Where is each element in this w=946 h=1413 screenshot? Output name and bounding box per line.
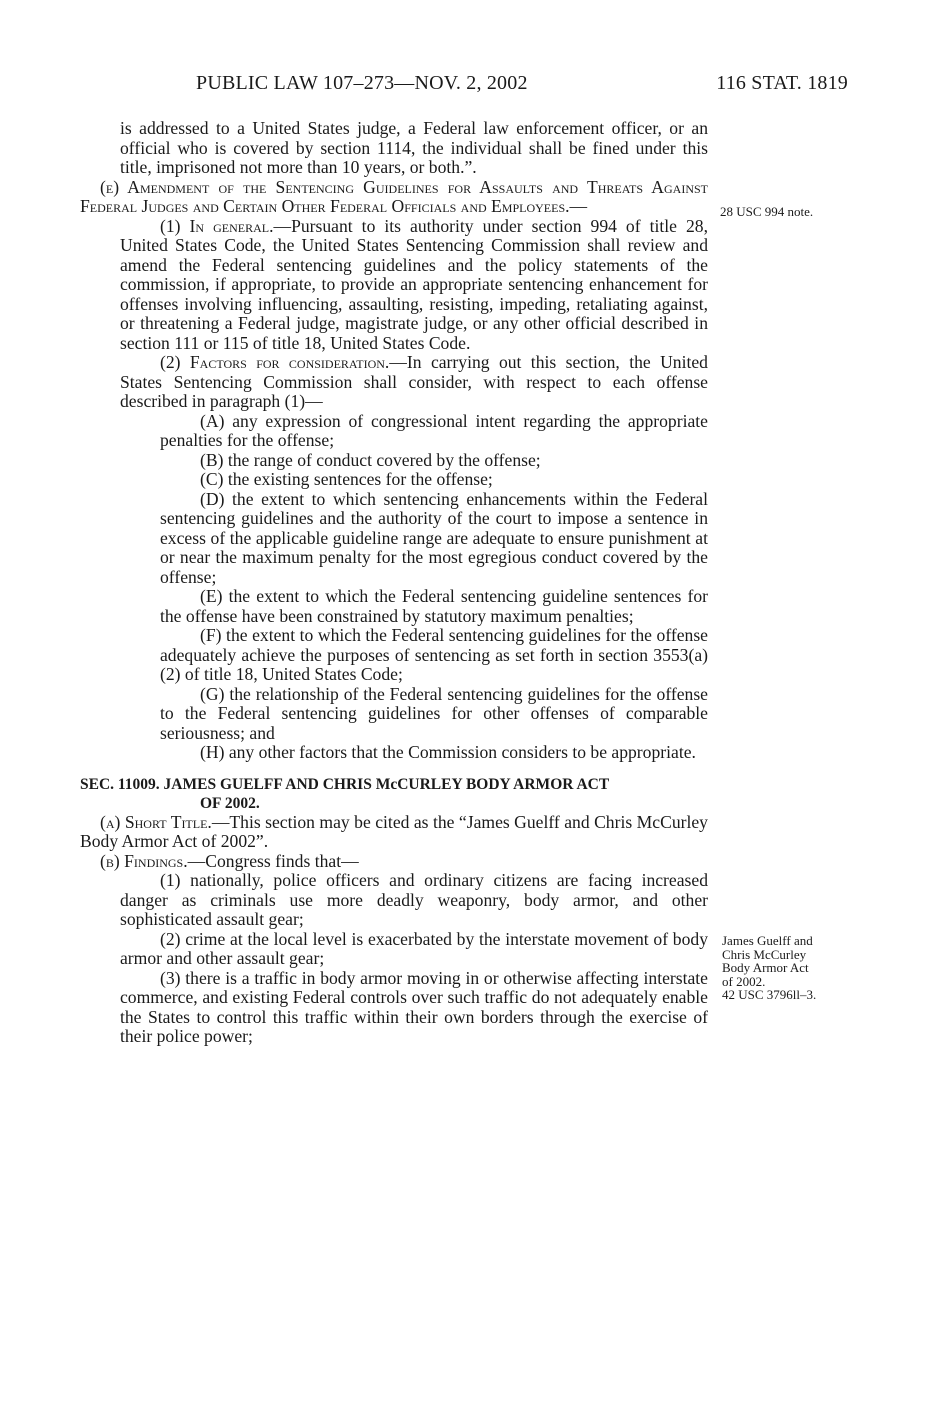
section-11009-heading xyxy=(80,775,708,813)
subsection-e-heading: (e) Amendment of the Sentencing Guidelines for Assaults and Threats Against Federal Judges and Certain Other Federal Officials and Employees.— xyxy=(80,176,708,216)
clause-d: (D) the extent to which sentencing enhancements within the Federal sentencing guidelines and the authority of the court to impose a sentence in excess of the applicable guideline range are adequate to ensure punishment at or near the maximum penalty for the most egregious conduct covered by the offense; xyxy=(160,488,708,587)
margin-note-28-usc: 28 USC 994 note. xyxy=(720,204,814,219)
paragraph-e1-text: Pursuant to its authority under section 994 of title 28, United States Code, the United States Sentencing Commission shall review and amend the Federal sentencing guidelines and the policy statements of the commission, if appropriate, to provide an appropriate sentencing enhancement for offenses involving influencing, assaulting, resisting, impeding, retaliating against, or threatening a Federal judge, magistrate judge, or any other official described in section 111 or 115 of title 18, United States Code. xyxy=(120,215,708,353)
clause-e: (E) the extent to which the Federal sentencing guideline sentences for the offense have been constrained by statutory maximum penalties; xyxy=(160,586,708,626)
margin-note-line: Chris McCurley xyxy=(722,946,807,962)
clause-b: (B) the range of conduct covered by the offense; xyxy=(200,449,541,470)
subsection-a-short-title xyxy=(80,813,708,852)
margin-note-line: Body Armor Act xyxy=(722,960,809,975)
finding-2: (2) crime at the local level is exacerbated by the interstate movement of body armor and other assault gear; xyxy=(120,928,708,968)
clause-g: (G) the relationship of the Federal sentencing guidelines for the offense to the Federal sentencing guidelines for other offenses of comparable seriousness; and xyxy=(160,683,708,743)
subsection-a-text: This section may be cited as the “James Guelff and Chris McCurley Body Armor Act of 2002”. xyxy=(80,811,708,851)
finding-3: (3) there is a traffic in body armor moving in or otherwise affecting interstate commerce, and existing Federal controls over such traffic do not adequately enable the States to control this traffic within their own borders through the exercise of their police power; xyxy=(120,967,708,1046)
paragraph-e2 xyxy=(80,353,708,412)
paragraph-e1 xyxy=(80,217,708,354)
clause-h: (H) any other factors that the Commission considers to be appropriate. xyxy=(200,742,696,762)
clause-f: (F) the extent to which the Federal sentencing guidelines for the offense adequately achieve the purposes of sentencing as set forth in section 3553(a)(2) of title 18, United States Code; xyxy=(160,625,708,684)
clause-a: (A) any expression of congressional intent regarding the appropriate penalties for the offense; xyxy=(160,410,708,450)
finding-1: (1) nationally, police officers and ordinary citizens are facing increased danger as criminals use more deadly weaponry, body armor, and other sophisticated assault gear; xyxy=(120,870,708,929)
subsection-a-heading: (a) Short Title.— xyxy=(100,811,230,832)
paragraph-e2-heading: (2) Factors for consideration.— xyxy=(160,352,407,372)
public-law-title: PUBLIC LAW 107–273—NOV. 2, 2002 xyxy=(196,72,528,94)
section-heading-line2: OF 2002. xyxy=(200,794,260,812)
section-heading-line1: SEC. 11009. JAMES GUELFF AND CHRIS McCURLEY BODY ARMOR ACT xyxy=(80,775,610,793)
paragraph-e1-heading: (1) In general.— xyxy=(160,215,292,236)
paragraph-continuation: is addressed to a United States judge, a Federal law enforcement officer, or an official who is covered by section 1114, the individual shall be fined under this title, imprisoned not more than 10 years, or both.”. xyxy=(120,118,708,177)
margin-note-body-armor-act xyxy=(722,934,862,1002)
margin-note-line: 42 USC 3796ll–3. xyxy=(722,987,817,1002)
margin-note-line: of 2002. xyxy=(722,973,766,989)
clause-c: (C) the existing sentences for the offense; xyxy=(200,469,493,489)
subsection-b-text: Congress finds that— xyxy=(205,850,359,871)
subsection-b-findings xyxy=(80,852,708,872)
paragraph-e2-text: In carrying out this section, the United States Sentencing Commission shall consider, with respect to each offense described in paragraph (1)— xyxy=(120,352,708,411)
document-body xyxy=(80,119,708,1047)
statute-page-number: 116 STAT. 1819 xyxy=(716,72,848,94)
margin-note-line: James Guelff and xyxy=(722,933,813,948)
subsection-b-heading: (b) Findings.— xyxy=(100,850,206,871)
